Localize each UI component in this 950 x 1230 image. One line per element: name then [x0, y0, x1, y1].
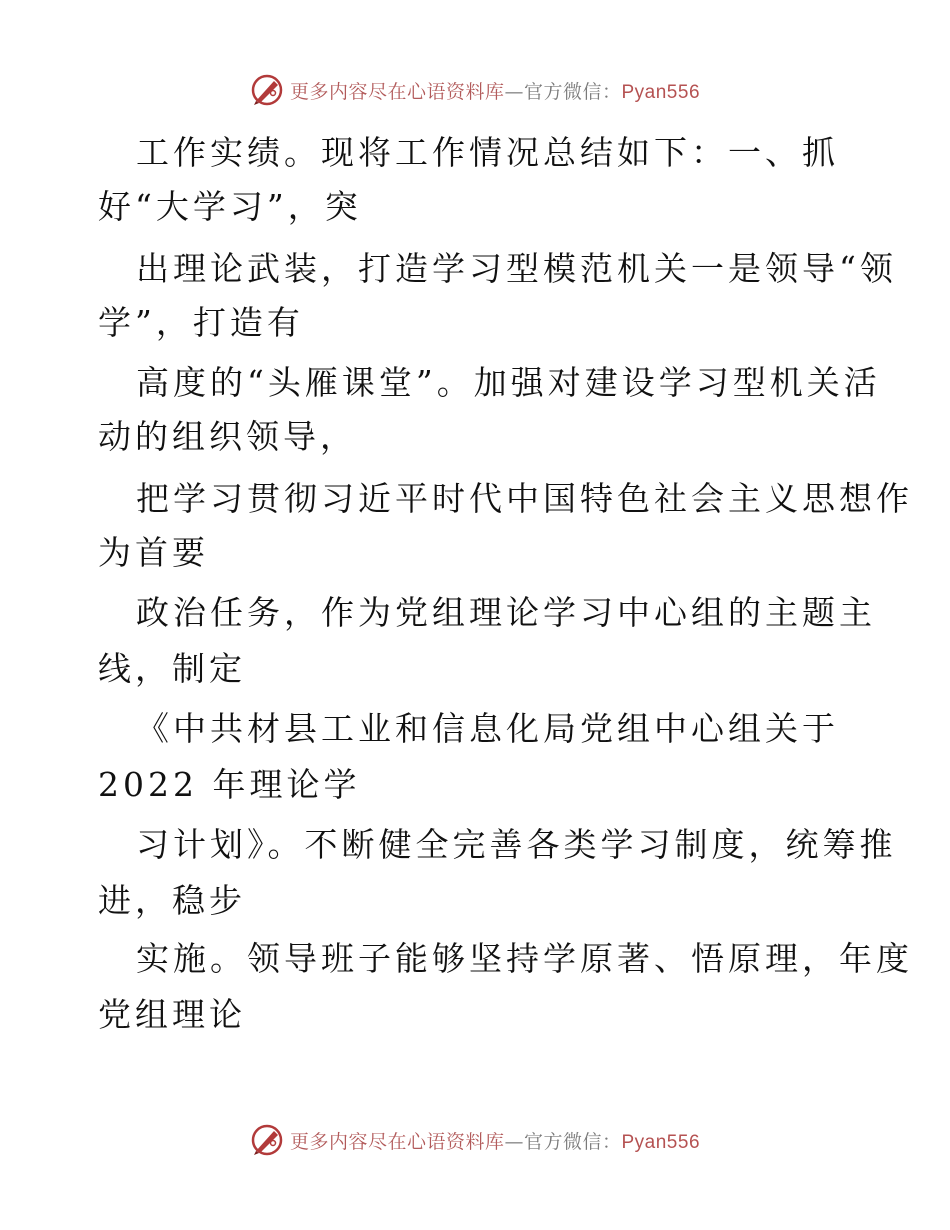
text-line: 政治任务，作为党组理论学习中心组的主题主 — [136, 593, 876, 632]
watermark-footer — [0, 1120, 950, 1160]
text-line: 出理论武装，打造学习型模范机关一是领导“领 — [136, 249, 897, 288]
watermark-text: 更多内容尽在心语资料库—官方微信：Pyan556 — [289, 80, 701, 103]
text-line: 把学习贯彻习近平时代中国特色社会主义思想作 — [136, 479, 913, 518]
text-line: 为首要 — [98, 533, 209, 572]
text-line: 党组理论 — [98, 995, 246, 1034]
text-line: 线，制定 — [98, 649, 246, 688]
text-line: 工作实绩。现将工作情况总结如下：一、抓 — [136, 133, 839, 172]
text-line: 高度的“头雁课堂”。加强对建设学习型机关活 — [136, 363, 881, 402]
pen-logo-icon — [250, 73, 284, 107]
text-line: 好“大学习”，突 — [98, 187, 362, 226]
watermark-header — [0, 70, 950, 110]
text-line: 《中共材县工业和信息化局党组中心组关于 — [136, 709, 839, 748]
watermark-text: 更多内容尽在心语资料库—官方微信：Pyan556 — [289, 1130, 701, 1153]
text-line: 学”，打造有 — [98, 303, 304, 342]
text-line: 实施。领导班子能够坚持学原著、悟原理，年度 — [136, 939, 913, 978]
text-line: 习计划》。不断健全完善各类学习制度，统筹推 — [136, 825, 897, 864]
pen-logo-icon — [250, 1123, 284, 1157]
text-line: 动的组织领导， — [98, 417, 357, 456]
text-line: 进，稳步 — [98, 881, 246, 920]
text-line: 2022 年理论学 — [98, 765, 361, 804]
